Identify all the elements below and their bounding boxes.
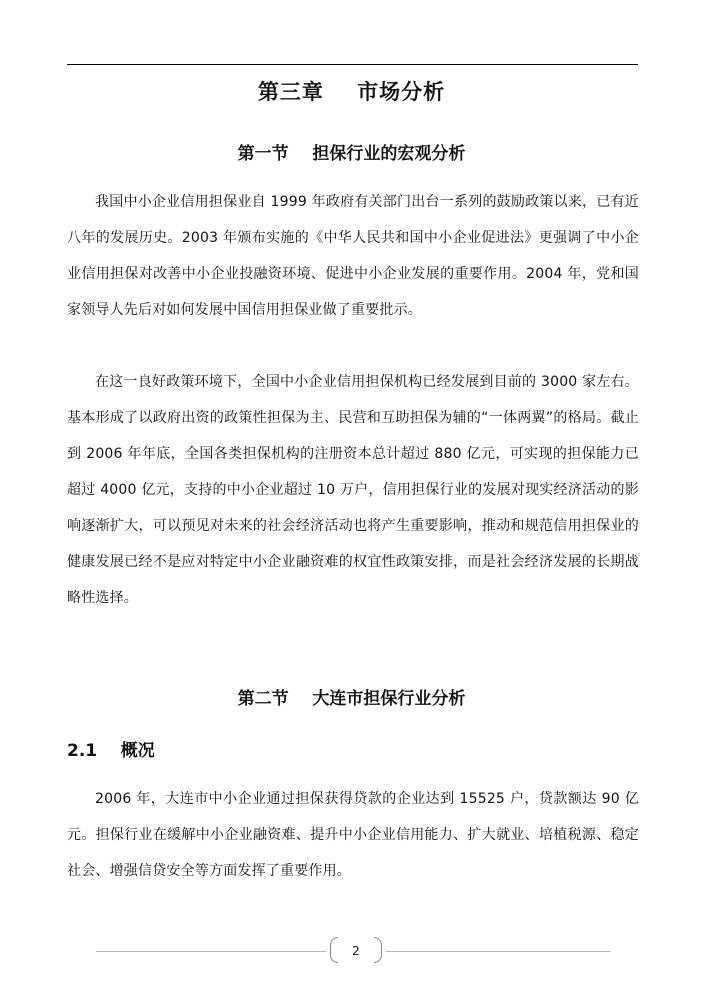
section-1-title: 第一节 担保行业的宏观分析: [237, 144, 466, 164]
footer-rule-right: [386, 951, 610, 952]
section-2-paragraph-1: 2006 年，大连市中小企业通过担保获得贷款的企业达到 15525 户，贷款额达 90 亿元。担保行业在缓解中小企业融资难、提升中小企业信用能力、扩大就业、培植税源、稳定社会、增强信贷安全等方面发挥了重要作用。: [67, 791, 639, 879]
header-rule: [67, 64, 638, 65]
section-1-paragraph-2: 在这一良好政策环境下，全国中小企业信用担保机构已经发展到目前的 3000 家左右。基本形成了以政府出资的政策性担保为主、民营和互助担保为辅的“一体两翼”的格局。截止到 2006 年年底，全国各类担保机构的注册资本总计超过 880 亿元，可实现的担保能力已超过 4000 亿元，支持的中小企业超过 10 万户，信用担保行业的发展对现实经济活动的影响逐渐扩大，可以预见对未来的社会经济活动也将产生重要影响，推动和规范信用担保业的健康发展已经不是应对特定中小企业融资难的权宜性政策安排，而是社会经济发展的长期战略性选择。: [67, 374, 639, 606]
footer-rule-left: [96, 951, 326, 952]
page-number: 2: [352, 944, 360, 958]
subsection-heading: 2.1 概况: [67, 741, 155, 761]
chapter-title: 第三章 市场分析: [257, 80, 446, 104]
section-2-title: 第二节 大连市担保行业分析: [237, 689, 466, 709]
section-1-paragraph-1: 我国中小企业信用担保业自 1999 年政府有关部门出台一系列的鼓励政策以来，已有近八年的发展历史。2003 年颁布实施的《中华人民共和国中小企业促进法》更强调了中小企业信用担保对改善中小企业投融资环境、促进中小企业发展的重要作用。2004 年，党和国家领导人先后对如何发展中国信用担保业做了重要批示。: [67, 194, 639, 318]
